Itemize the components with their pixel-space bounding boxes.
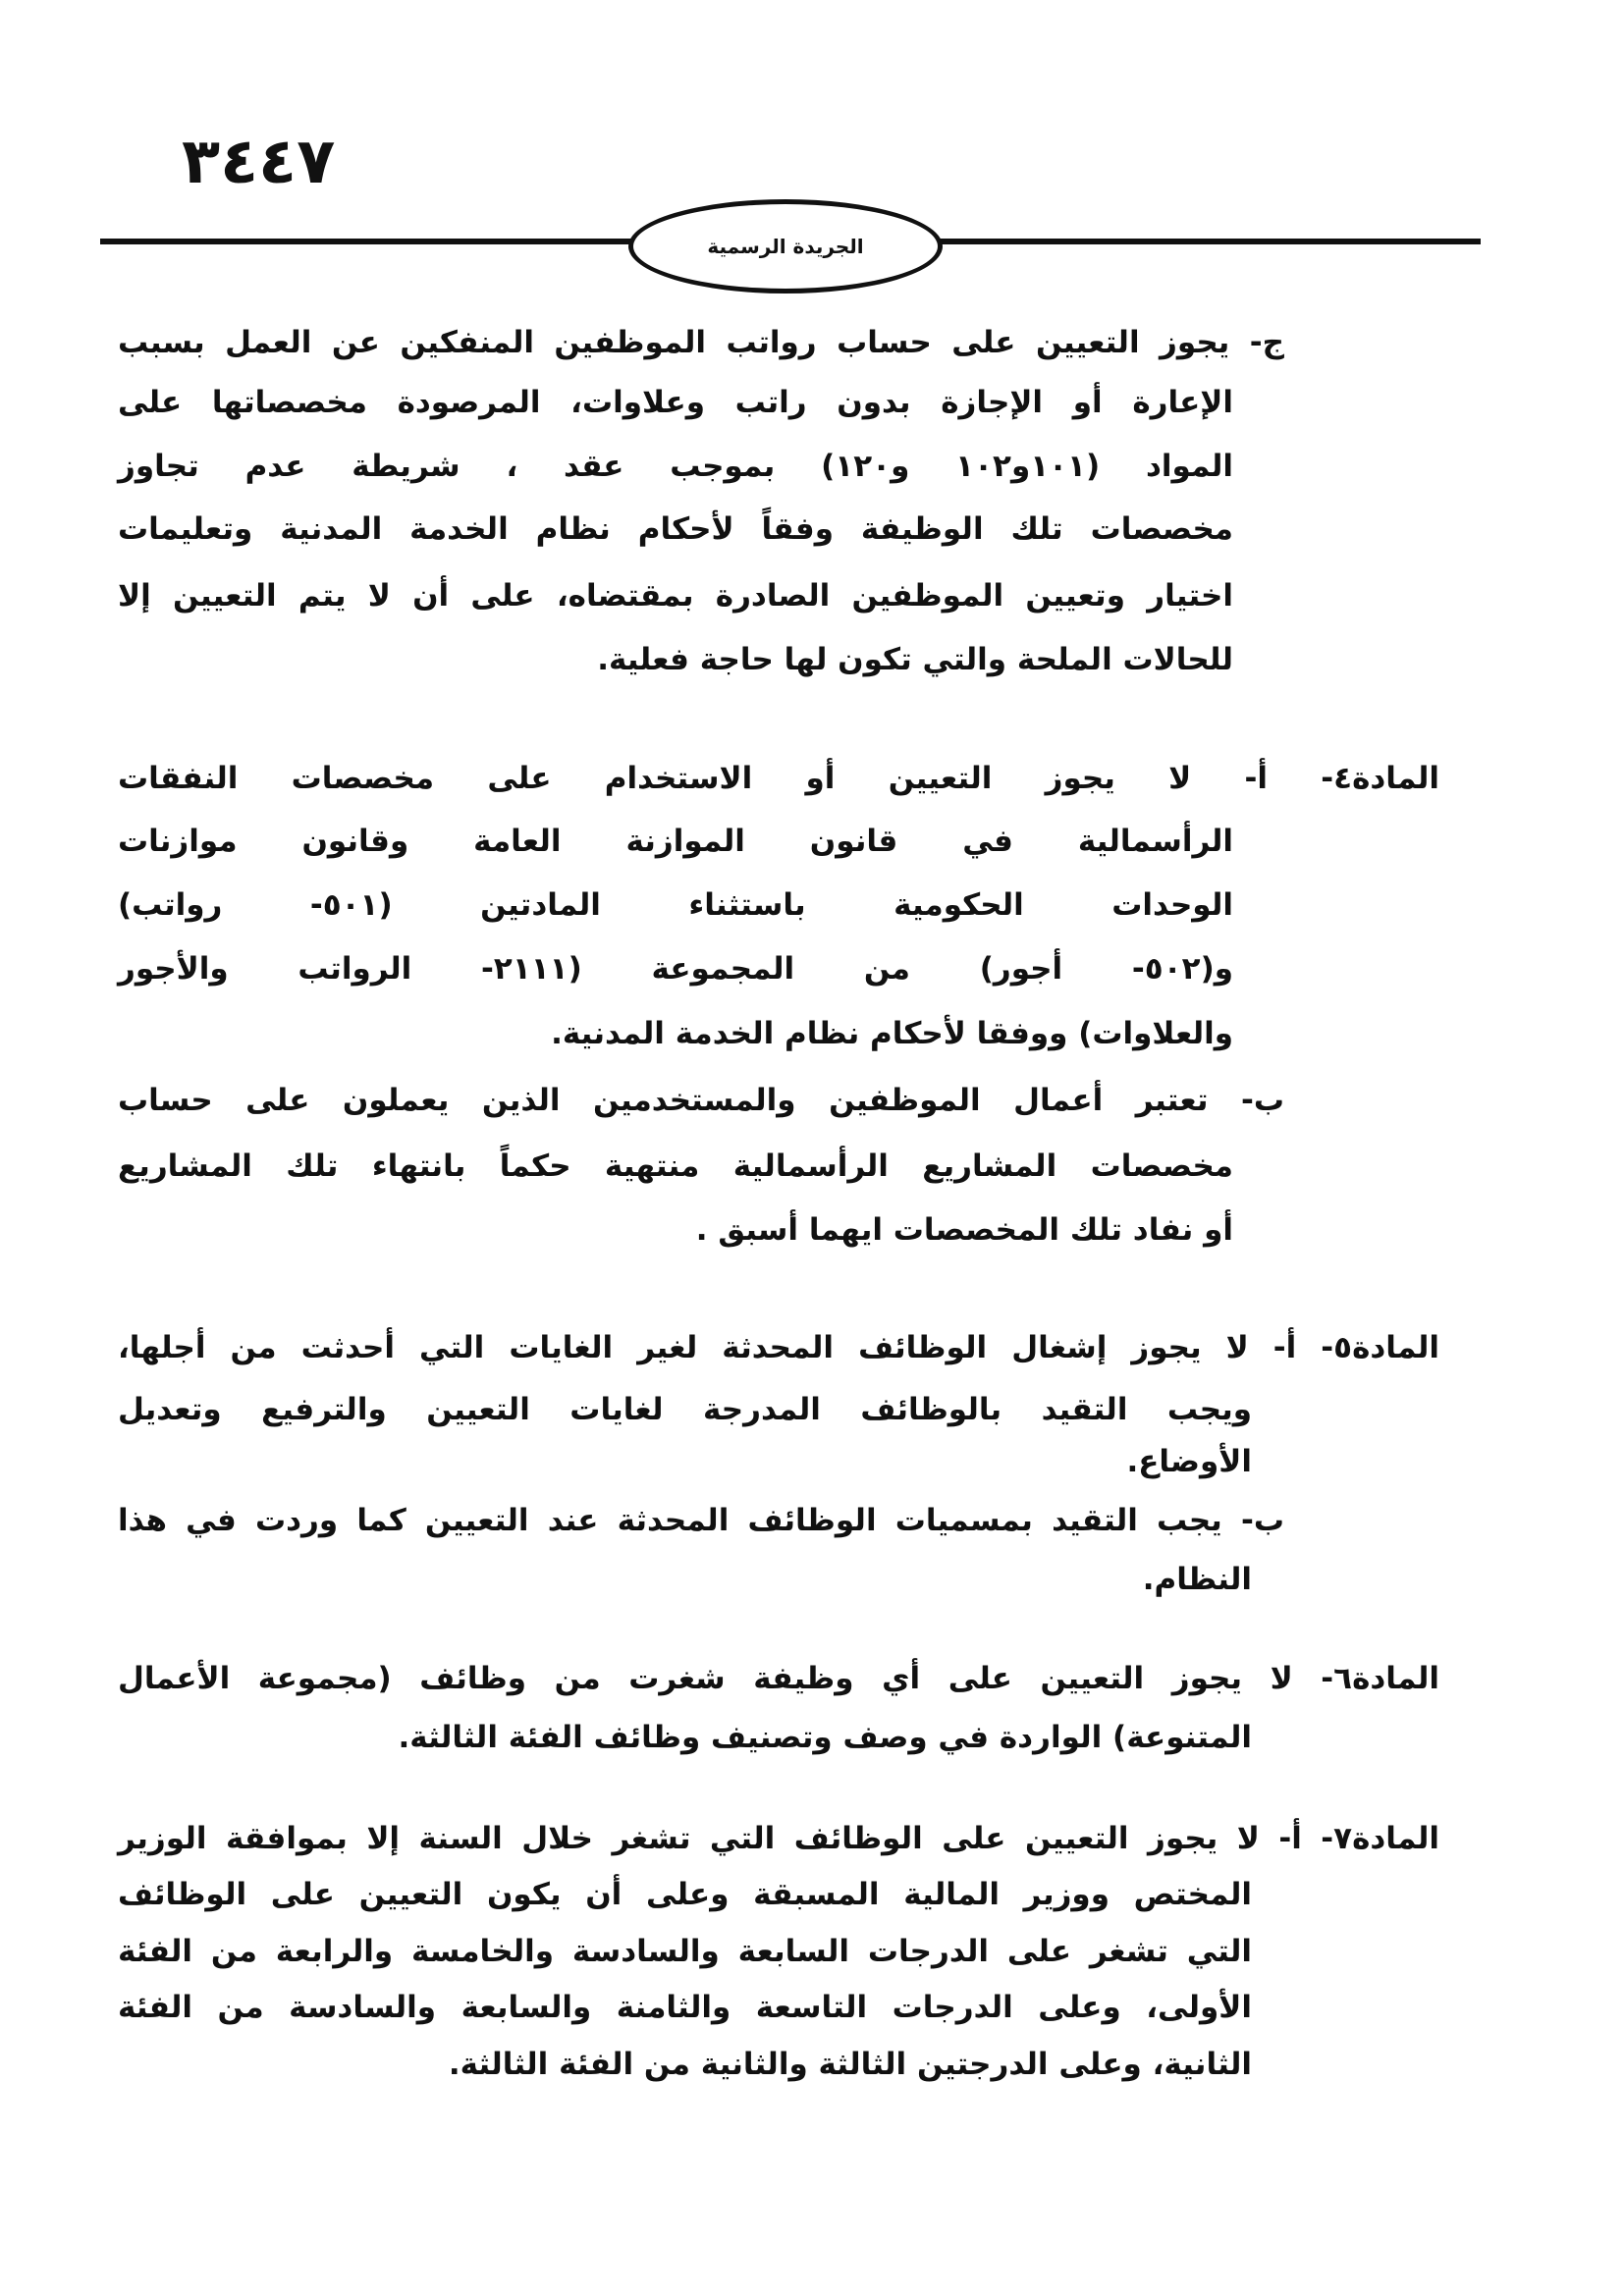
paragraph-line: الإعارة أو الإجازة بدون راتب وعلاوات، المرصودة مخصصاتها على	[118, 385, 1233, 420]
paragraph-line: المادة٥- أ- لا يجوز إشغال الوظائف المحدثة لغير الغايات التي أحدثت من أجلها،	[118, 1330, 1439, 1365]
paragraph-line: الرأسمالية في قانون الموازنة العامة وقانون موازنات	[118, 824, 1233, 859]
paragraph-line: أو نفاد تلك المخصصات ايهما أسبق .	[695, 1212, 1233, 1248]
paragraph-line: الوحدات الحكومية باستثناء المادتين (٥٠١- رواتب)	[118, 887, 1233, 923]
paragraph-line: مخصصات تلك الوظيفة وفقاً لأحكام نظام الخدمة المدنية وتعليمات	[118, 511, 1233, 547]
paragraph-line: المواد (١٠١و١٠٢ و١٢٠) بموجب عقد ، شريطة عدم تجاوز	[118, 449, 1234, 484]
header-emblem	[628, 199, 943, 294]
paragraph-line: اختيار وتعيين الموظفين الصادرة بمقتضاه، على أن لا يتم التعيين إلا	[118, 578, 1233, 614]
paragraph-line: المادة٦- لا يجوز التعيين على أي وظيفة شغرت من وظائف (مجموعة الأعمال	[118, 1661, 1439, 1696]
header-title: الجريدة الرسمية	[707, 235, 864, 258]
paragraph-line: ب- تعتبر أعمال الموظفين والمستخدمين الذين يعملون على حساب	[118, 1083, 1284, 1118]
paragraph-line: للحالات الملحة والتي تكون لها حاجة فعلية.	[597, 642, 1233, 677]
paragraph-line: المادة٤- أ- لا يجوز التعيين أو الاستخدام على مخصصات النفقات	[118, 761, 1439, 796]
paragraph-line: ج- يجوز التعيين على حساب رواتب الموظفين المنفكين عن العمل بسبب	[118, 325, 1284, 360]
paragraph-line: النظام.	[1142, 1562, 1252, 1597]
paragraph-line: المادة٧- أ- لا يجوز التعيين على الوظائف التي تشغر خلال السنة إلا بموافقة الوزير	[118, 1821, 1439, 1856]
paragraph-line: الأولى، وعلى الدرجات التاسعة والثامنة والسابعة والسادسة من الفئة	[118, 1990, 1252, 2025]
paragraph-line: الثانية، وعلى الدرجتين الثالثة والثانية من الفئة الثالثة.	[448, 2047, 1252, 2082]
paragraph-line: التي تشغر على الدرجات السابعة والسادسة والخامسة والرابعة من الفئة	[118, 1934, 1252, 1969]
paragraph-line: ويجب التقيد بالوظائف المدرجة لغايات التعيين والترفيع وتعديل	[118, 1392, 1252, 1427]
paragraph-line: المتنوعة) الواردة في وصف وتصنيف وظائف الفئة الثالثة.	[398, 1720, 1252, 1755]
paragraph-line: و(٥٠٢- أجور) من المجموعة (٢١١١- الرواتب والأجور	[118, 951, 1233, 987]
page-number: ٣٤٤٧	[182, 126, 336, 198]
paragraph-line: ب- يجب التقيد بمسميات الوظائف المحدثة عند التعيين كما وردت في هذا	[118, 1503, 1284, 1538]
paragraph-line: مخصصات المشاريع الرأسمالية منتهية حكماً بانتهاء تلك المشاريع	[118, 1148, 1233, 1184]
paragraph-line: الأوضاع.	[1126, 1444, 1252, 1479]
paragraph-line: المختص ووزير المالية المسبقة وعلى أن يكون التعيين على الوظائف	[118, 1877, 1252, 1912]
paragraph-line: والعلاوات) ووفقا لأحكام نظام الخدمة المدنية.	[551, 1016, 1233, 1051]
